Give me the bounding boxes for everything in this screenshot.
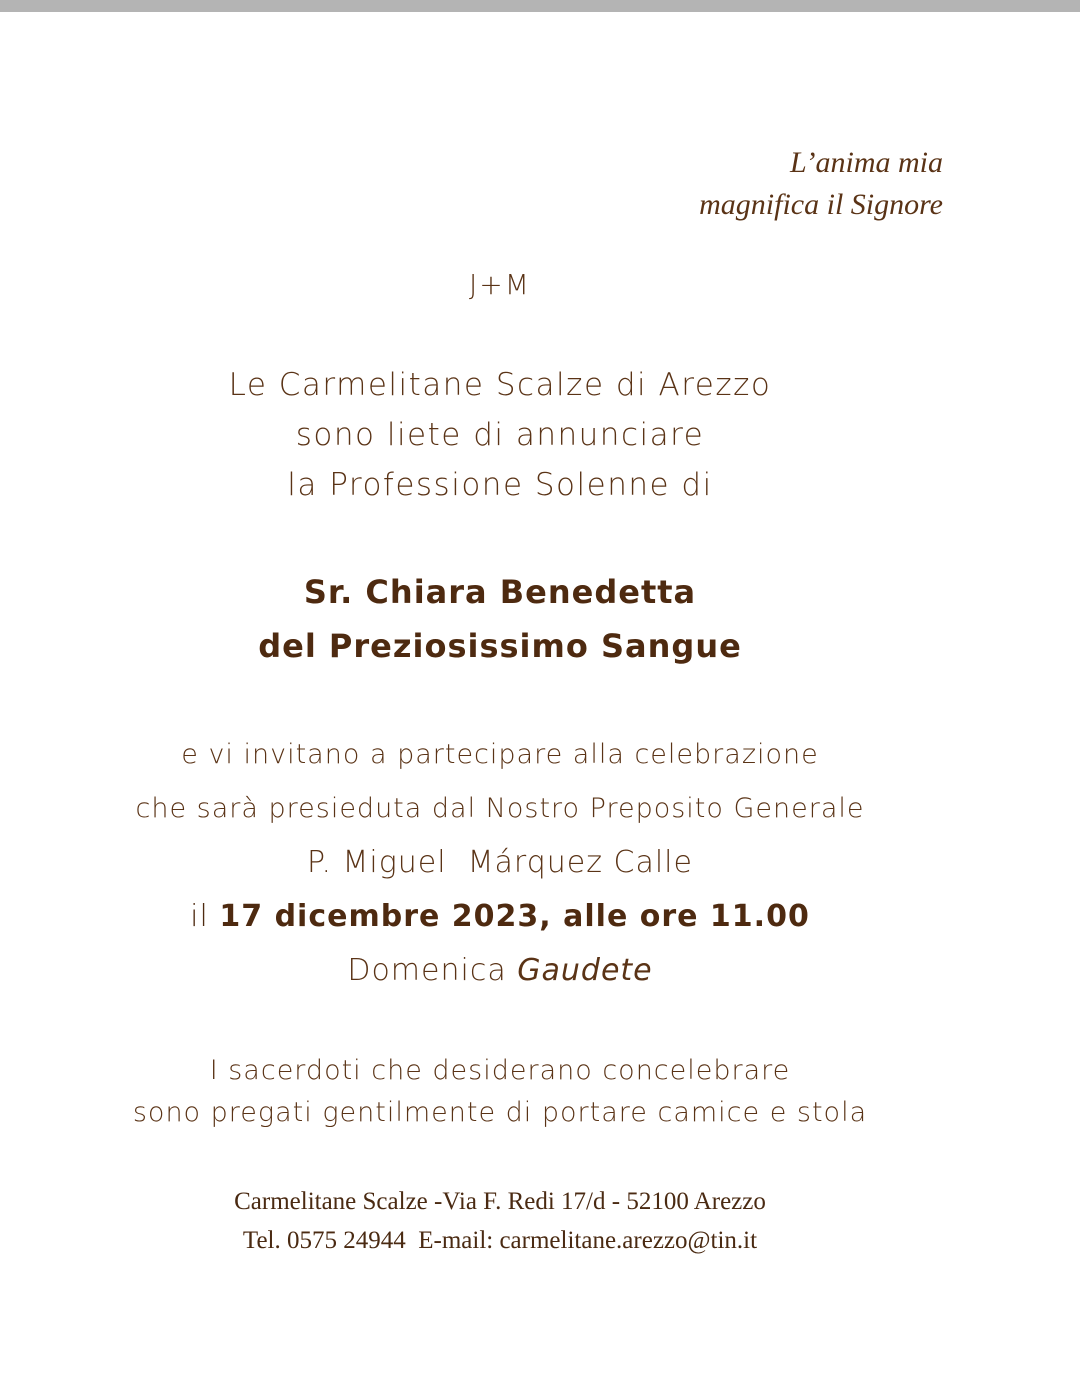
epigraph-line-2: magnifica il Signore bbox=[699, 188, 943, 221]
priests-note-line-1: I sacerdoti che desiderano concelebrare bbox=[209, 1055, 791, 1086]
invitation-line-1: e vi invitano a partecipare alla celebrazione bbox=[181, 739, 819, 770]
announcement bbox=[0, 360, 1000, 510]
contact-info bbox=[0, 1182, 1000, 1260]
epigraph bbox=[699, 142, 943, 226]
date-text: 17 dicembre 2023, alle ore 11.00 bbox=[219, 899, 810, 934]
priests-note-line-2: sono pregati gentilmente di portare camice e stola bbox=[132, 1097, 868, 1128]
date-prefix: il bbox=[190, 899, 209, 934]
sunday-word: Domenica bbox=[347, 953, 507, 988]
priests-note bbox=[0, 1050, 1000, 1134]
epigraph-line-1: L’anima mia bbox=[789, 146, 943, 179]
professed-name-line-2: del Preziosissimo Sangue bbox=[258, 627, 742, 665]
announcement-line-2: sono liete di annunciare bbox=[295, 417, 705, 453]
contact-phone-email: Tel. 0575 24944 E-mail: carmelitane.arezzo@tin.it bbox=[242, 1227, 758, 1254]
professed-name bbox=[0, 565, 1000, 673]
announcement-line-3: la Professione Solenne di bbox=[287, 467, 713, 503]
professed-name-line-1: Sr. Chiara Benedetta bbox=[303, 573, 697, 611]
monogram: J+M bbox=[469, 268, 531, 301]
sunday-name: Gaudete bbox=[517, 953, 653, 988]
invitation-line-2: che sarà presieduta dal Nostro Preposito Generale bbox=[135, 793, 865, 824]
invitation bbox=[0, 728, 1000, 998]
celebration-date bbox=[0, 890, 1000, 944]
announcement-line-1: Le Carmelitane Scalze di Arezzo bbox=[228, 367, 772, 403]
liturgical-sunday bbox=[0, 944, 1000, 998]
top-bar bbox=[0, 0, 1080, 12]
contact-address: Carmelitane Scalze -Via F. Redi 17/d - 52100 Arezzo bbox=[234, 1188, 766, 1215]
presider-name: P. Miguel Márquez Calle bbox=[307, 845, 693, 880]
